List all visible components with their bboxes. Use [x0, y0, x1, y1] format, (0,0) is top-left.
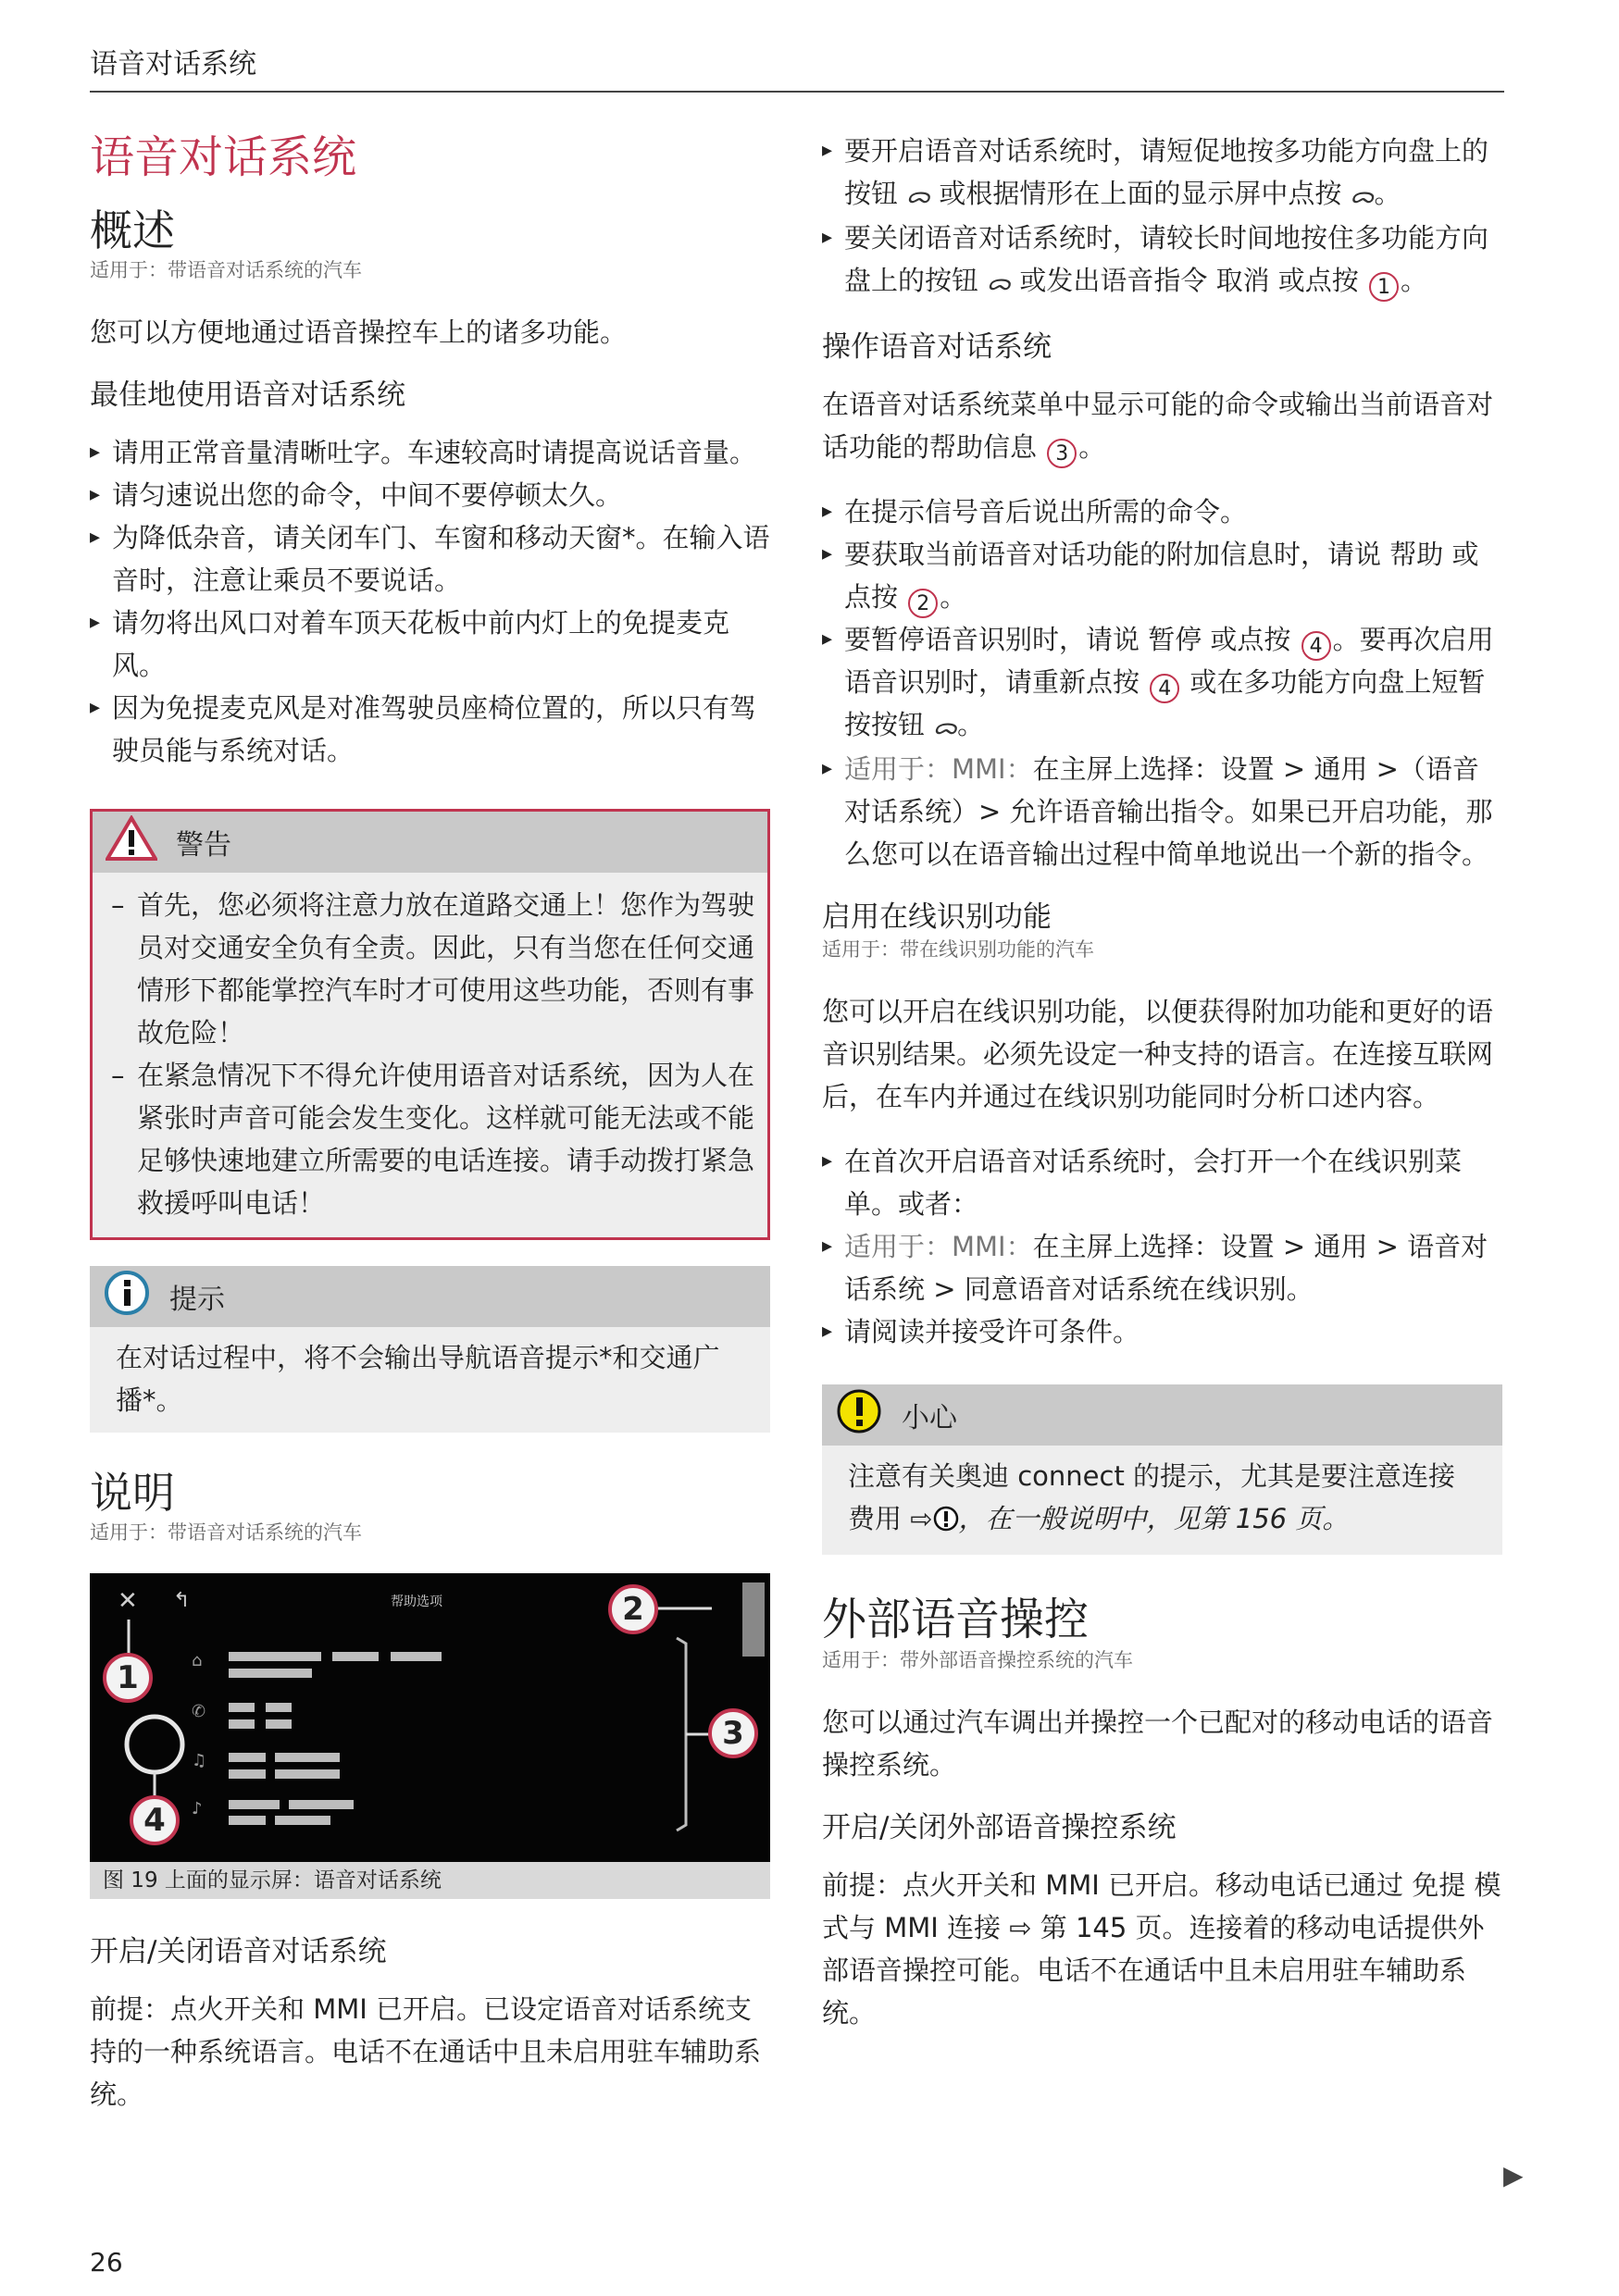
list-item: ▸ 请阅读并接受许可条件。: [822, 1310, 1502, 1353]
warning-item: – 在紧急情况下不得允许使用语音对话系统，因为人在紧张时声音可能会发生变化。这样就可能无法或不能足够快速地建立所需要的电话连接。请手动拨打紧急救援呼叫电话！: [106, 1054, 754, 1224]
note-label: 提示: [169, 1284, 225, 1316]
figure-caption: 图 19 上面的显示屏：语音对话系统: [90, 1862, 770, 1899]
text-segment: 。要再次启用语音识别时，请重新点按: [844, 624, 1494, 698]
best-use-heading: 最佳地使用语音对话系统: [90, 379, 405, 412]
list-item: [822, 748, 1502, 875]
exclamation-icon: [835, 1387, 883, 1443]
text-segment: 要关闭语音对话系统时，请较长时间地按住多功能方向盘上的按钮: [844, 222, 1489, 296]
svg-text:♪: ♪: [192, 1799, 203, 1818]
operate-text: [822, 383, 1502, 468]
caution-header: [822, 1384, 1502, 1446]
best-use-list: [90, 431, 770, 772]
callout-1: 1: [103, 1653, 153, 1703]
text-segment: 注意有关奥迪 connect 的提示，尤其是要注意连接费用 ⇨: [848, 1460, 1456, 1534]
applies-label: 适用于：MMI：: [844, 1231, 1033, 1262]
operate-heading: 操作语音对话系统: [822, 330, 1052, 364]
list-item: [822, 1225, 1502, 1310]
text-segment: 在主屏上选择：设置 > 通用 >（语音对话系统）> 允许语音输出指令。如果已开启功能，那么您可以在语音输出过程中简单地说出一个新的指令。: [844, 753, 1493, 870]
caution-body: [822, 1446, 1502, 1555]
warning-box: [90, 809, 770, 1240]
overview-heading: 概述: [90, 205, 175, 255]
exclamation-small-icon: [933, 1501, 959, 1544]
warning-header: [93, 812, 767, 873]
onoff-heading: 开启/关闭语音对话系统: [90, 1935, 387, 1968]
text-segment: 。: [940, 581, 967, 613]
list-item: ▸ 因为免提麦克风是对准驾驶员座椅位置的，所以只有驾驶员能与系统对话。: [90, 687, 770, 772]
list-item: [822, 618, 1502, 748]
warning-label: 警告: [176, 829, 231, 862]
text-segment: 或发出语音指令 取消 或点按: [1011, 265, 1368, 296]
note-header: [90, 1266, 770, 1327]
external-text: 您可以通过汽车调出并操控一个已配对的移动电话的语音操控系统。: [822, 1706, 1494, 1781]
callout-ref-1: 1: [1369, 272, 1399, 302]
operate-list: [822, 490, 1502, 875]
overview-applies: 适用于：带语音对话系统的汽车: [90, 259, 362, 281]
external-section-title: 外部语音操控: [822, 1594, 1090, 1645]
external-onoff-text: 前提：点火开关和 MMI 已开启。移动电话已通过 免提 模式与 MMI 连接 ⇨ 第 145 页。连接着的移动电话提供外部语音操控可能。电话不在通话中且未启用驻车辅助系统。: [822, 1869, 1501, 2029]
svg-text:✆: ✆: [192, 1702, 206, 1721]
caution-label: 小心: [902, 1402, 957, 1434]
page-number: 26: [90, 2247, 123, 2277]
text-segment: 或根据情形在上面的显示屏中点按: [930, 178, 1351, 209]
list-item: ▸ 在首次开启语音对话系统时，会打开一个在线识别菜单。或者：: [822, 1140, 1502, 1225]
text-segment: ，在一般说明中，见第 156 页。: [958, 1503, 1350, 1534]
text-segment: 在语音对话系统菜单中显示可能的命令或输出当前语音对话功能的帮助信息: [822, 389, 1494, 463]
info-icon: [103, 1269, 151, 1324]
svg-text:↰: ↰: [173, 1589, 191, 1612]
online-list: [822, 1140, 1502, 1353]
applies-label: 适用于：MMI：: [844, 753, 1033, 785]
next-page-arrow-icon: ▶: [1503, 2160, 1524, 2191]
onoff-text: 前提：点火开关和 MMI 已开启。已设定语音对话系统支持的一种系统语言。电话不在通话中且未启用驻车辅助系统。: [90, 1993, 762, 2110]
text-segment: 要开启语音对话系统时，请短促地按多功能方向盘上的按钮: [844, 135, 1489, 209]
svg-text:♫: ♫: [192, 1751, 207, 1770]
voice-button-icon: ᯅ: [1350, 182, 1375, 208]
text-segment: 。: [1374, 178, 1401, 209]
text-segment: 或在多功能方向盘上短暂按按钮: [844, 666, 1486, 740]
voice-button-icon: ᯅ: [906, 182, 931, 208]
online-applies: 适用于：带在线识别功能的汽车: [822, 938, 1094, 961]
list-item: [822, 217, 1502, 304]
caution-box: [822, 1384, 1502, 1555]
text-segment: 。: [1401, 265, 1428, 296]
note-box: [90, 1266, 770, 1433]
list-item: ▸ 请用正常音量清晰吐字。车速较高时请提高说话音量。: [90, 431, 770, 474]
screen-title: 帮助选项: [391, 1595, 442, 1609]
text-segment: 。: [1078, 431, 1106, 463]
list-item: [822, 130, 1502, 217]
text-segment: 要获取当前语音对话功能的附加信息时，请说 帮助 或点按: [844, 539, 1479, 613]
external-onoff-heading: 开启/关闭外部语音操控系统: [822, 1811, 1177, 1844]
list-item: ▸ 为降低杂音，请关闭车门、车窗和移动天窗*。在输入语音时，注意让乘员不要说话。: [90, 516, 770, 602]
online-text: 您可以开启在线识别功能，以便获得附加功能和更好的语音识别结果。必须先设定一种支持的语言。在连接互联网后，在车内并通过在线识别功能同时分析口述内容。: [822, 996, 1494, 1112]
warning-triangle-icon: [106, 815, 157, 869]
callout-ref-3: 3: [1047, 439, 1077, 468]
running-header-title: 语音对话系统: [90, 48, 256, 81]
callout-ref-2: 2: [908, 589, 938, 618]
callout-ref-4: 4: [1150, 674, 1179, 703]
left-column: [90, 130, 770, 2138]
note-body: 在对话过程中，将不会输出导航语音提示*和交通广播*。: [90, 1327, 770, 1433]
explanation-applies: 适用于：带语音对话系统的汽车: [90, 1521, 362, 1544]
text-segment: 在主屏上选择：设置 > 通用 > 语音对话系统 > 同意语音对话系统在线识别。: [844, 1231, 1488, 1305]
overview-intro: 您可以方便地通过语音操控车上的诸多功能。: [90, 316, 628, 348]
right-column: [822, 130, 1502, 2056]
warning-item: – 首先，您必须将注意力放在道路交通上！您作为驾驶员对交通安全负有全责。因此，只有当您在任何交通情形下都能掌控汽车时才可使用这些功能，否则有事故危险！: [106, 884, 754, 1054]
list-item: [822, 533, 1502, 618]
voice-button-icon: ᯅ: [987, 269, 1012, 295]
external-applies: 适用于：带外部语音操控系统的汽车: [822, 1649, 1133, 1671]
list-item: ▸ 请勿将出风口对着车顶天花板中前内灯上的免提麦克风。: [90, 602, 770, 687]
callout-2: 2: [608, 1584, 658, 1634]
voice-button-icon: ᯅ: [933, 714, 958, 739]
explanation-heading: 说明: [90, 1468, 175, 1518]
list-item: ▸ 在提示信号音后说出所需的命令。: [822, 490, 1502, 533]
callout-3: 3: [708, 1708, 758, 1758]
svg-text:✕: ✕: [118, 1587, 138, 1615]
online-heading: 启用在线识别功能: [822, 900, 1052, 934]
callout-ref-4: 4: [1301, 631, 1331, 661]
section-title: 语音对话系统: [90, 131, 357, 183]
text-segment: 要暂停语音识别时，请说 暂停 或点按: [844, 624, 1300, 655]
list-item: ▸ 请匀速说出您的命令，中间不要停顿太久。: [90, 474, 770, 516]
voice-screen-figure: [90, 1573, 770, 1862]
onoff-bullets: [822, 130, 1502, 304]
svg-text:⌂: ⌂: [192, 1651, 203, 1670]
callout-4: 4: [130, 1795, 180, 1845]
running-header: [90, 46, 1504, 93]
text-segment: 。: [957, 709, 985, 740]
warning-body: [93, 873, 767, 1237]
